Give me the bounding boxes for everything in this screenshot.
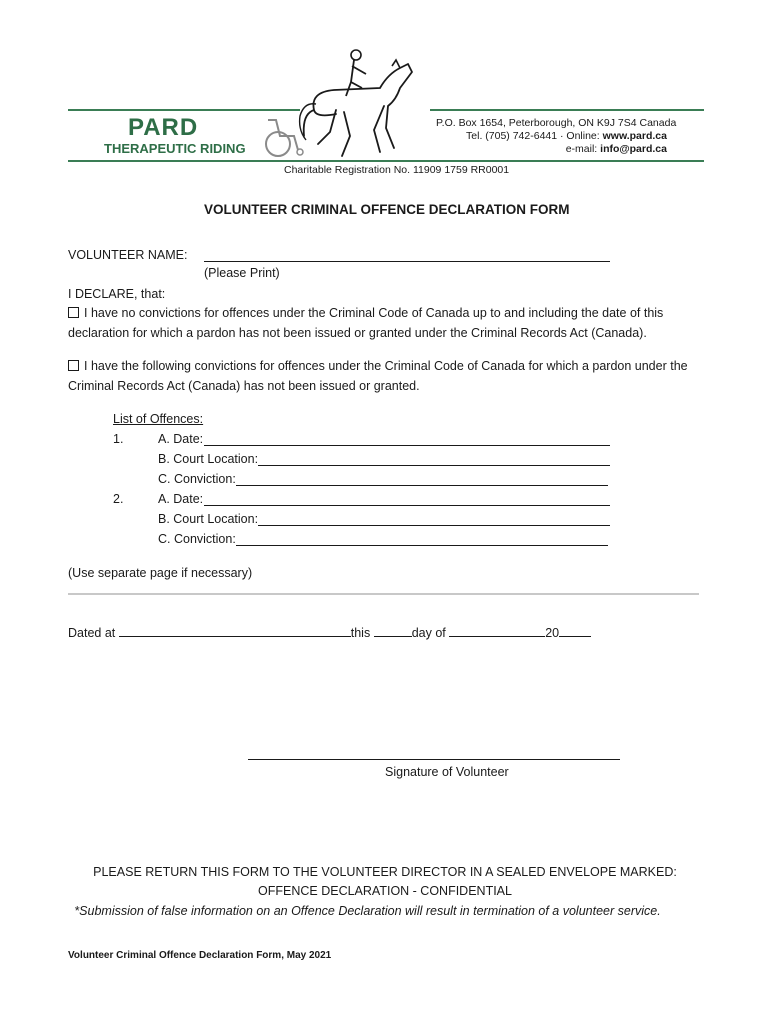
offence-date-field[interactable] bbox=[204, 434, 610, 446]
header-rule-top-left bbox=[68, 109, 300, 111]
day-field[interactable] bbox=[374, 625, 412, 637]
org-phone: Tel. (705) 742-6441 · Online: bbox=[466, 130, 603, 142]
month-field[interactable] bbox=[449, 625, 545, 637]
dated-at-field[interactable] bbox=[119, 625, 351, 637]
offence-date-label: A. Date: bbox=[158, 432, 204, 446]
offence-conviction-label: C. Conviction: bbox=[158, 472, 236, 486]
dated-at-line bbox=[68, 625, 591, 640]
offence-number: 1. bbox=[113, 432, 124, 446]
volunteer-name-hint: (Please Print) bbox=[204, 266, 280, 280]
org-email-label: e-mail: bbox=[565, 143, 601, 155]
section-divider bbox=[68, 593, 699, 595]
offence-court-field[interactable] bbox=[258, 454, 610, 466]
offence-conviction-field[interactable] bbox=[236, 474, 608, 486]
option-no-convictions-line1: I have no convictions for offences under the Criminal Code of Canada up to and including the date of this bbox=[84, 306, 664, 320]
offence-date-label: A. Date: bbox=[158, 492, 204, 506]
option-has-convictions-line1: I have the following convictions for offences under the Criminal Code of Canada for which a pardon under the bbox=[84, 359, 688, 373]
volunteer-name-field[interactable] bbox=[204, 250, 610, 262]
org-email-line bbox=[436, 143, 667, 155]
offence-date-field[interactable] bbox=[204, 494, 610, 506]
form-title: VOLUNTEER CRIMINAL OFFENCE DECLARATION FORM bbox=[204, 202, 570, 217]
horse-rider-icon bbox=[296, 44, 424, 164]
offence-number: 2. bbox=[113, 492, 124, 506]
signature-field[interactable] bbox=[248, 748, 620, 760]
page-footer: Volunteer Criminal Offence Declaration Form, May 2021 bbox=[68, 950, 332, 961]
volunteer-name-label: VOLUNTEER NAME: bbox=[68, 248, 188, 262]
declare-label: I DECLARE, that: bbox=[68, 287, 166, 301]
offence-conviction-label: C. Conviction: bbox=[158, 532, 236, 546]
offence-conviction-field[interactable] bbox=[236, 534, 608, 546]
option-has-convictions bbox=[68, 359, 688, 373]
charity-registration: Charitable Registration No. 11909 1759 RR0001 bbox=[284, 164, 510, 176]
this-label: this bbox=[350, 626, 371, 640]
separate-page-note: (Use separate page if necessary) bbox=[68, 566, 253, 580]
option-has-convictions-line2: Criminal Records Act (Canada) has not been issued or granted. bbox=[68, 379, 420, 393]
org-name: PARD bbox=[128, 114, 199, 141]
false-info-warning: *Submission of false information on an Offence Declaration will result in termination of a volunteer service. bbox=[74, 904, 661, 918]
checkbox-no-convictions[interactable] bbox=[68, 307, 79, 318]
year-field[interactable] bbox=[559, 625, 591, 637]
offence-court-label: B. Court Location: bbox=[158, 512, 259, 526]
header-rule-top-right bbox=[430, 109, 704, 111]
return-instructions-line2: OFFENCE DECLARATION - CONFIDENTIAL bbox=[258, 884, 512, 898]
offence-court-field[interactable] bbox=[258, 514, 610, 526]
offences-list-title: List of Offences: bbox=[113, 412, 204, 426]
org-subtitle: THERAPEUTIC RIDING bbox=[104, 141, 246, 156]
dated-at-label: Dated at bbox=[68, 626, 116, 640]
org-email[interactable]: info@pard.ca bbox=[600, 143, 667, 155]
org-phone-web bbox=[436, 130, 667, 142]
signature-label: Signature of Volunteer bbox=[385, 765, 509, 779]
checkbox-has-convictions[interactable] bbox=[68, 360, 79, 371]
org-website[interactable]: www.pard.ca bbox=[602, 130, 667, 142]
day-of-label: day of bbox=[411, 626, 446, 640]
option-no-convictions-line2: declaration for which a pardon has not been issued or granted under the Criminal Records Act (Canada). bbox=[68, 326, 647, 340]
org-address: P.O. Box 1654, Peterborough, ON K9J 7S4 Canada bbox=[436, 117, 677, 129]
return-instructions-line1: PLEASE RETURN THIS FORM TO THE VOLUNTEER DIRECTOR IN A SEALED ENVELOPE MARKED: bbox=[93, 865, 677, 879]
option-no-convictions bbox=[68, 306, 663, 320]
offence-court-label: B. Court Location: bbox=[158, 452, 259, 466]
year-prefix: 20 bbox=[545, 626, 560, 640]
